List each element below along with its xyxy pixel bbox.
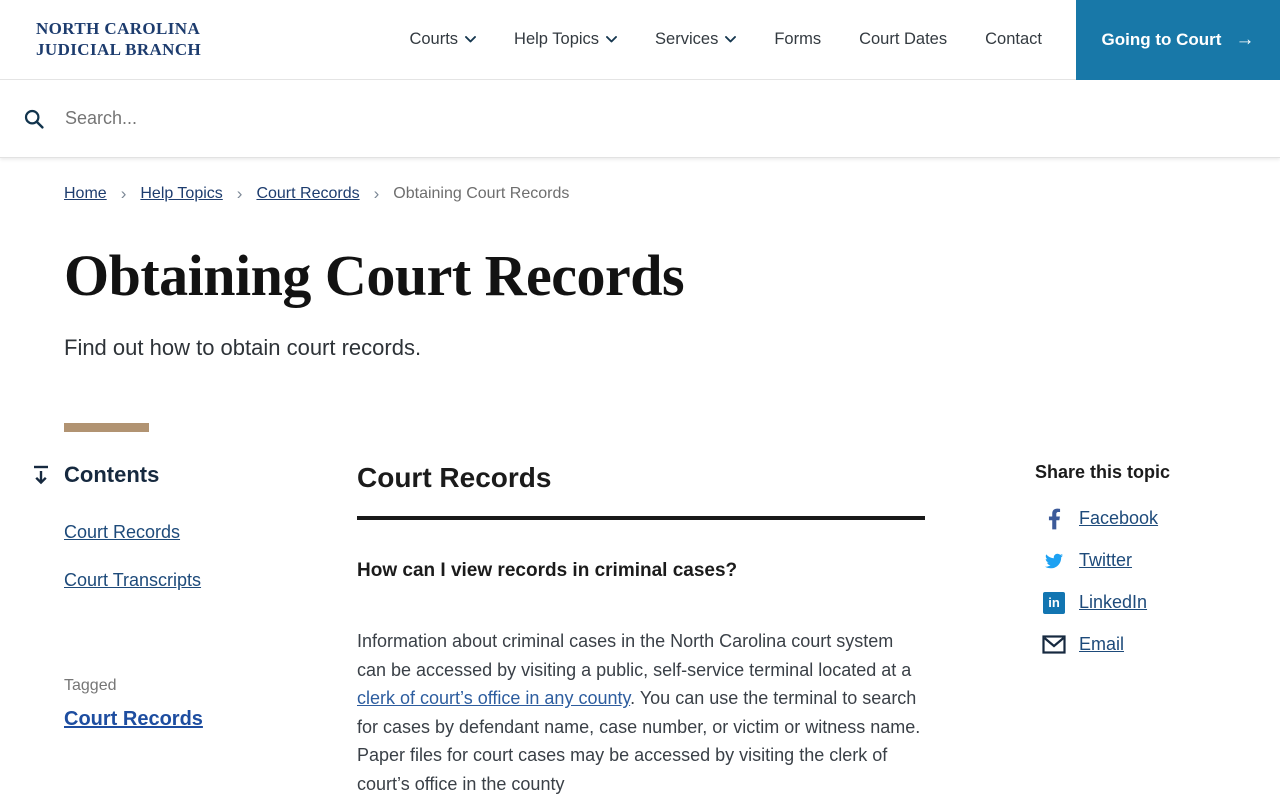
paragraph-text: Information about criminal cases in the North Carolina court system can be accessed by visiting a public, self-service terminal located at a	[357, 630, 912, 680]
main-nav	[409, 30, 1042, 49]
nav-label: Contact	[985, 30, 1042, 48]
breadcrumb-current: Obtaining Court Records	[393, 185, 570, 202]
chevron-down-icon	[465, 36, 476, 43]
nav-label: Services	[655, 30, 719, 48]
article-main	[357, 462, 925, 799]
nav-label: Court Dates	[859, 30, 948, 48]
breadcrumb-help-topics[interactable]: Help Topics	[140, 185, 223, 202]
chevron-down-icon	[725, 36, 736, 43]
nav-label: Forms	[774, 30, 822, 48]
facebook-icon	[1042, 507, 1066, 531]
share-email-link[interactable]	[1035, 633, 1225, 657]
contents-sidebar	[64, 462, 300, 731]
breadcrumb-home[interactable]: Home	[64, 185, 107, 202]
paragraph-text: . You can use the terminal to search for cases by defendant name, case number, or victim or witness name. Paper files for court cases may be accessed by visiting the clerk of court’s office in the county	[357, 688, 921, 794]
share-heading: Share this topic	[1035, 461, 1171, 482]
going-to-court-button[interactable]	[1076, 0, 1280, 80]
section-divider-bar	[64, 423, 149, 432]
contents-link-court-records[interactable]: Court Records	[64, 521, 181, 542]
page-title: Obtaining Court Records	[64, 243, 685, 308]
tagged-label: Tagged	[64, 676, 117, 694]
share-twitter-link[interactable]	[1035, 549, 1225, 573]
site-logo[interactable]	[36, 19, 201, 59]
search-icon[interactable]	[24, 109, 44, 129]
share-linkedin-link[interactable]	[1035, 591, 1225, 615]
article-paragraph	[357, 627, 925, 799]
email-icon	[1042, 633, 1066, 657]
share-label: Twitter	[1079, 550, 1133, 571]
breadcrumb-separator: ›	[120, 184, 127, 203]
site-header	[0, 0, 1280, 80]
nav-item-forms[interactable]	[774, 30, 821, 49]
page-subtitle: Find out how to obtain court records.	[64, 334, 422, 360]
contents-link-court-transcripts[interactable]: Court Transcripts	[64, 569, 202, 590]
content-columns	[64, 462, 1216, 799]
breadcrumb-separator: ›	[236, 184, 243, 203]
share-label: Facebook	[1079, 508, 1159, 529]
question-heading: How can I view records in criminal cases?	[357, 559, 738, 581]
share-facebook-link[interactable]	[1035, 507, 1225, 531]
section-title: Court Records	[357, 462, 925, 520]
breadcrumb-separator: ›	[373, 184, 380, 203]
nav-label: Help Topics	[514, 30, 600, 48]
nav-label: Courts	[409, 30, 459, 48]
tag-link-court-records[interactable]: Court Records	[64, 707, 203, 730]
share-label: LinkedIn	[1079, 592, 1148, 613]
share-sidebar	[1035, 462, 1225, 657]
tagged-section	[64, 677, 300, 731]
clerk-of-court-link[interactable]: clerk of court’s office in any county	[357, 688, 631, 709]
twitter-icon	[1042, 549, 1066, 573]
contents-heading: Contents	[64, 461, 160, 487]
arrow-right-icon: →	[1235, 28, 1255, 50]
breadcrumb-court-records[interactable]: Court Records	[256, 185, 360, 202]
cta-label: Going to Court	[1101, 29, 1222, 49]
chevron-down-icon	[606, 36, 617, 43]
nav-item-courts[interactable]	[409, 30, 476, 49]
logo-line2: JUDICIAL BRANCH	[36, 39, 202, 59]
search-band	[0, 80, 1280, 158]
nav-item-services[interactable]	[655, 30, 736, 49]
nav-item-contact[interactable]	[985, 30, 1042, 49]
search-input[interactable]	[65, 108, 1256, 129]
nav-item-help-topics[interactable]	[514, 30, 617, 49]
logo-line1: NORTH CAROLINA	[36, 19, 201, 39]
linkedin-icon: in	[1042, 591, 1066, 615]
jump-down-arrow-icon	[32, 465, 50, 485]
share-label: Email	[1079, 634, 1125, 655]
contents-header	[32, 462, 300, 488]
breadcrumb	[64, 184, 1216, 204]
nav-item-court-dates[interactable]	[859, 30, 947, 49]
